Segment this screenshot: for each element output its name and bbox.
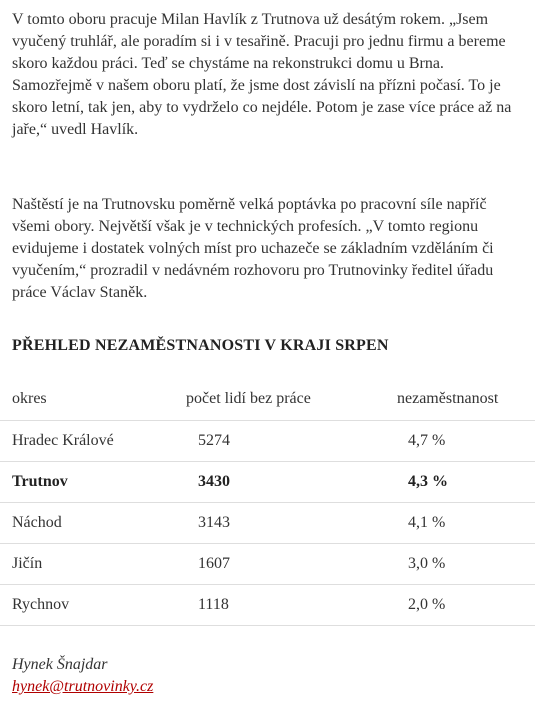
cell-nezamestnanost: 4,7 % [408,432,446,449]
author-email-link[interactable]: hynek@trutnovinky.cz [12,678,154,695]
table-row [0,503,535,544]
article-paragraph-2: Naštěstí je na Trutnovsku poměrně velká poptávka po pracovní síle napříč všemi obory. Největší však je v technických profesích. „V tomto regionu evidujeme i dostatek volných míst pro uchazeče se základním vzděláním či vyučením,“ prozradil v nedávném rozhovoru pro Trutnovinky ředitel úřadu práce Václav Staněk. [12,196,494,301]
cell-okres: Trutnov [12,473,68,490]
table-header-row [0,379,535,421]
cell-okres: Jičín [12,555,43,572]
cell-pocet: 3430 [198,473,230,490]
table-row [0,585,535,626]
table-row [0,421,535,462]
author-signature [12,654,153,698]
cell-okres: Náchod [12,514,62,531]
table-row [0,544,535,585]
table-title: PŘEHLED NEZAMĚSTNANOSTI V KRAJI SRPEN [12,337,389,354]
article-paragraph-1: V tomto oboru pracuje Milan Havlík z Trutnova už desátým rokem. „Jsem vyučený truhlář, ale poradím si i v tesařině. Pracuji pro jednu firmu a bereme skoro každou práci. Teď se chystáme na rekonstrukci domu u Brna. Samozřejmě v našem oboru platí, že jsme dost závislí na přízni počasí. To je skoro letní, tak jen, aby to vydrželo co nejdéle. Potom je zase více práce až na jaře,“ uvedl Havlík. [12,11,512,138]
cell-nezamestnanost: 4,1 % [408,514,446,531]
header-pocet: počet lidí bez práce [186,390,311,407]
cell-nezamestnanost: 3,0 % [408,555,446,572]
cell-okres: Hradec Králové [12,432,114,449]
cell-pocet: 3143 [198,514,230,531]
table-row [0,462,535,503]
cell-pocet: 1607 [198,555,230,572]
cell-okres: Rychnov [12,596,70,613]
author-name: Hynek Šnajdar [12,656,108,673]
cell-pocet: 1118 [198,596,229,613]
header-nezamestnanost: nezaměstnanost [397,390,499,407]
unemployment-table [0,379,535,626]
header-okres: okres [12,390,47,407]
cell-nezamestnanost: 4,3 % [408,473,448,490]
cell-pocet: 5274 [198,432,230,449]
cell-nezamestnanost: 2,0 % [408,596,446,613]
